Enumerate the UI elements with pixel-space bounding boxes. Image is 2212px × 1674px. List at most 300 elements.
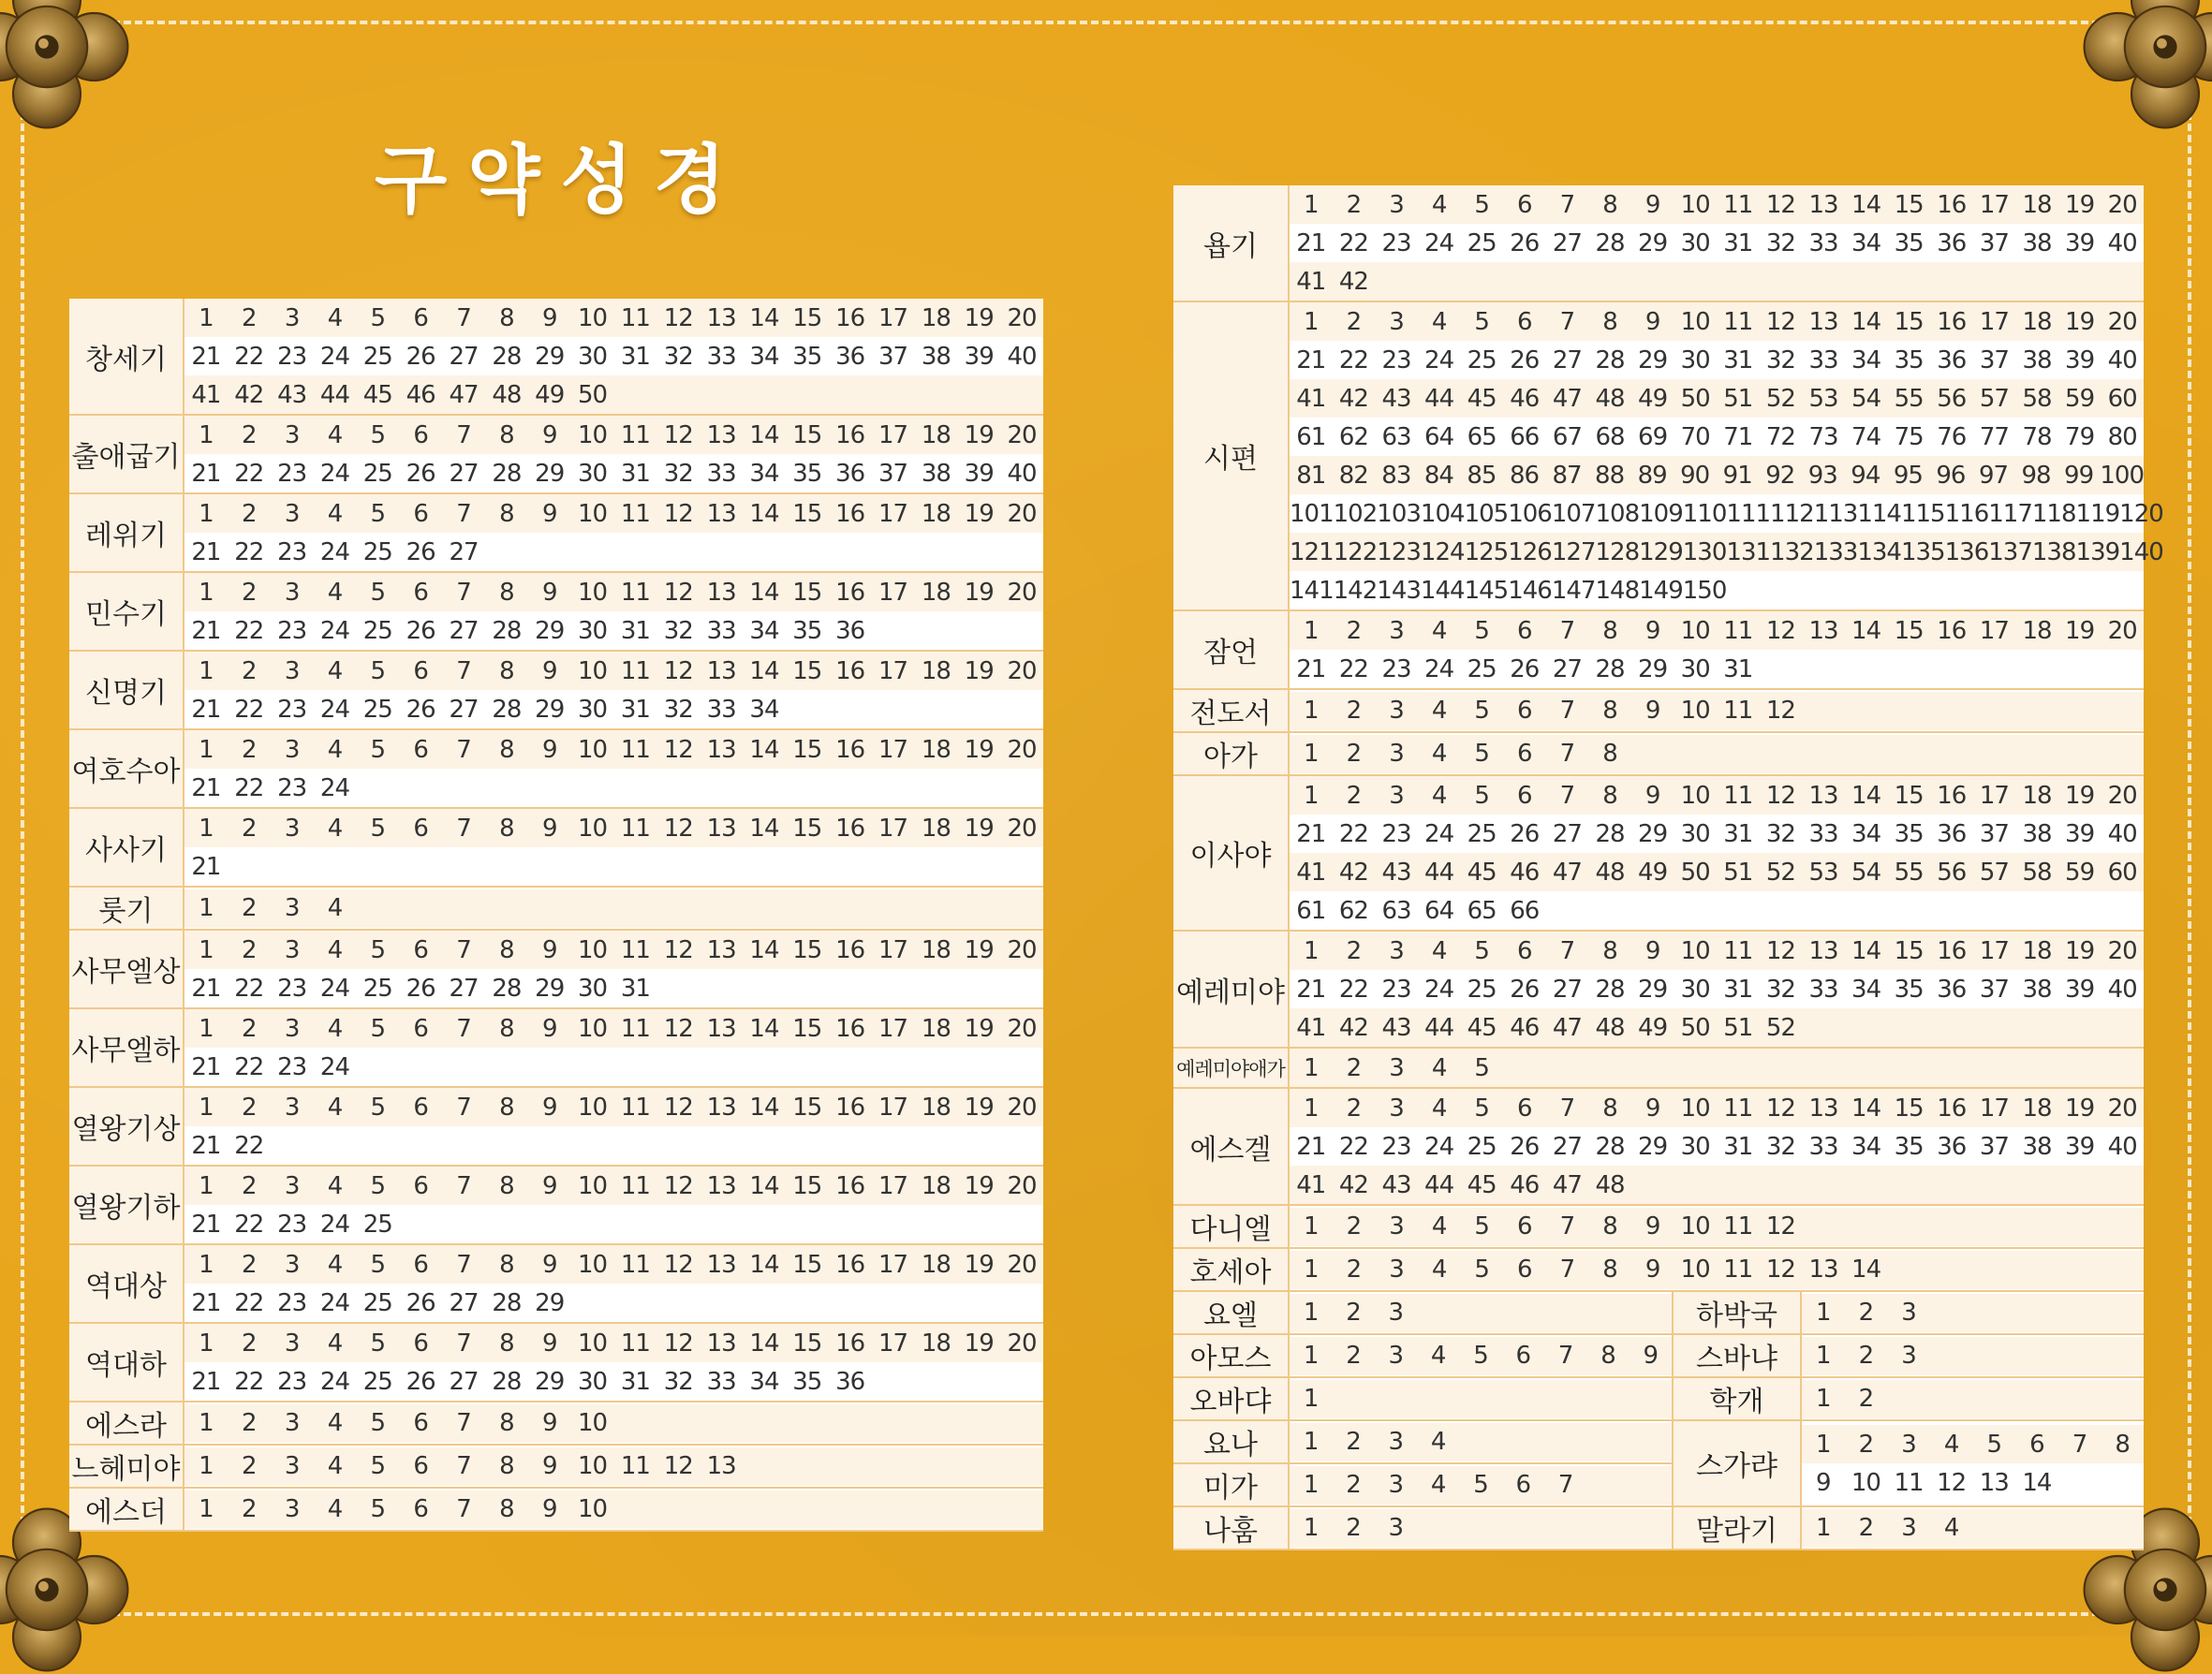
chapter-number[interactable]: 9 <box>541 656 557 685</box>
chapter-number[interactable]: 1 <box>1304 740 1319 768</box>
chapter-number[interactable]: 3 <box>1388 1514 1404 1542</box>
chapter-number[interactable]: 52 <box>1765 1013 1795 1042</box>
chapter-number[interactable]: 11 <box>620 303 650 332</box>
chapter-number[interactable]: 43 <box>1381 1013 1411 1042</box>
book-name[interactable]: 호세아 <box>1173 1248 1289 1291</box>
chapter-number[interactable]: 17 <box>877 814 908 843</box>
chapter-number[interactable]: 23 <box>277 773 307 802</box>
chapter-number[interactable]: 34 <box>1851 1132 1881 1161</box>
chapter-number[interactable]: 42 <box>1338 267 1368 296</box>
chapter-number[interactable]: 19 <box>2065 1094 2095 1123</box>
chapter-number[interactable]: 28 <box>492 459 522 488</box>
chapter-number[interactable]: 19 <box>964 814 994 843</box>
chapter-number[interactable]: 12 <box>663 656 693 685</box>
chapter-number[interactable]: 47 <box>1552 1013 1582 1042</box>
chapter-number[interactable]: 2 <box>1346 1053 1362 1082</box>
chapter-number[interactable]: 100 <box>2100 461 2144 490</box>
chapter-number[interactable]: 13 <box>706 303 736 332</box>
chapter-number[interactable]: 150 <box>1682 576 1727 605</box>
chapter-number[interactable]: 6 <box>413 1452 428 1480</box>
chapter-number[interactable]: 47 <box>1552 384 1582 413</box>
chapter-number[interactable]: 26 <box>1510 819 1540 848</box>
chapter-number[interactable]: 13 <box>706 499 736 528</box>
chapter-number[interactable]: 2 <box>1858 1342 1874 1370</box>
chapter-number[interactable]: 1 <box>199 1452 214 1480</box>
chapter-number[interactable]: 24 <box>319 459 350 488</box>
chapter-number[interactable]: 27 <box>1552 819 1582 848</box>
chapter-number[interactable]: 6 <box>413 1409 428 1437</box>
chapter-number[interactable]: 13 <box>706 420 736 449</box>
chapter-number[interactable]: 5 <box>1474 307 1489 336</box>
chapter-number[interactable]: 4 <box>1943 1430 1959 1459</box>
chapter-number[interactable]: 20 <box>2107 1094 2137 1123</box>
chapter-number[interactable]: 19 <box>964 1171 994 1200</box>
chapter-number[interactable]: 14 <box>749 420 779 449</box>
chapter-number[interactable]: 10 <box>578 1452 608 1480</box>
chapter-number[interactable]: 96 <box>1936 461 1966 490</box>
book-name[interactable]: 신명기 <box>69 651 184 729</box>
chapter-number[interactable]: 26 <box>1510 345 1540 374</box>
chapter-number[interactable]: 24 <box>1424 654 1454 683</box>
chapter-number[interactable]: 2 <box>1346 1212 1362 1241</box>
book-name[interactable]: 미가 <box>1173 1463 1289 1506</box>
chapter-number[interactable]: 34 <box>749 459 779 488</box>
chapter-number[interactable]: 8 <box>499 1014 514 1043</box>
chapter-number[interactable]: 92 <box>1765 461 1795 490</box>
chapter-number[interactable]: 22 <box>1338 654 1368 683</box>
chapter-number[interactable]: 15 <box>1894 781 1924 810</box>
chapter-number[interactable]: 16 <box>835 1329 865 1358</box>
chapter-number[interactable]: 86 <box>1509 461 1540 490</box>
chapter-number[interactable]: 26 <box>406 695 435 724</box>
chapter-number[interactable]: 32 <box>663 616 693 645</box>
chapter-number[interactable]: 18 <box>2022 616 2052 645</box>
chapter-number[interactable]: 2 <box>241 1093 257 1122</box>
chapter-number[interactable]: 7 <box>456 735 471 764</box>
book-name[interactable]: 시편 <box>1173 301 1289 610</box>
chapter-number[interactable]: 5 <box>370 735 386 764</box>
chapter-number[interactable]: 15 <box>1894 307 1924 336</box>
chapter-number[interactable]: 5 <box>1474 190 1489 219</box>
chapter-number[interactable]: 38 <box>2022 975 2052 1004</box>
chapter-number[interactable]: 1 <box>1303 1428 1319 1456</box>
chapter-number[interactable]: 12 <box>663 499 693 528</box>
chapter-number[interactable]: 1 <box>199 894 214 922</box>
chapter-number[interactable]: 8 <box>1602 616 1617 645</box>
chapter-number[interactable]: 131 <box>1726 537 1771 566</box>
chapter-number[interactable]: 30 <box>578 695 608 724</box>
chapter-number[interactable]: 8 <box>2115 1430 2130 1459</box>
chapter-number[interactable]: 22 <box>1338 345 1368 374</box>
chapter-number[interactable]: 21 <box>1296 228 1326 257</box>
chapter-number[interactable]: 6 <box>1515 1342 1531 1370</box>
book-name[interactable]: 여호수아 <box>69 729 184 808</box>
chapter-number[interactable]: 21 <box>1296 975 1326 1004</box>
chapter-number[interactable]: 21 <box>191 1052 221 1081</box>
chapter-number[interactable]: 33 <box>1808 819 1838 848</box>
chapter-number[interactable]: 7 <box>1559 1094 1575 1123</box>
chapter-number[interactable]: 29 <box>535 695 565 724</box>
chapter-number[interactable]: 15 <box>1894 1094 1924 1123</box>
chapter-number[interactable]: 11 <box>620 1093 650 1122</box>
chapter-number[interactable]: 1 <box>1304 1212 1319 1241</box>
chapter-number[interactable]: 20 <box>1007 935 1037 964</box>
chapter-number[interactable]: 16 <box>835 735 865 764</box>
chapter-number[interactable]: 51 <box>1723 858 1753 887</box>
book-name[interactable]: 전도서 <box>1173 689 1289 732</box>
chapter-number[interactable]: 6 <box>1517 616 1532 645</box>
chapter-number[interactable]: 23 <box>277 1210 307 1239</box>
chapter-number[interactable]: 44 <box>1424 1013 1454 1042</box>
chapter-number[interactable]: 1 <box>199 1014 214 1043</box>
chapter-number[interactable]: 3 <box>1389 936 1404 965</box>
chapter-number[interactable]: 2 <box>1346 740 1362 768</box>
chapter-number[interactable]: 65 <box>1467 422 1497 451</box>
chapter-number[interactable]: 16 <box>835 656 865 685</box>
chapter-number[interactable]: 12 <box>1765 781 1795 810</box>
chapter-number[interactable]: 5 <box>370 1093 386 1122</box>
chapter-number[interactable]: 25 <box>362 342 392 371</box>
chapter-number[interactable]: 9 <box>1644 1094 1660 1123</box>
chapter-number[interactable]: 3 <box>284 1495 300 1523</box>
book-name[interactable]: 사무엘하 <box>69 1008 184 1087</box>
chapter-number[interactable]: 20 <box>1007 814 1037 843</box>
chapter-number[interactable]: 49 <box>1638 1013 1668 1042</box>
chapter-number[interactable]: 5 <box>370 1409 386 1437</box>
chapter-number[interactable]: 33 <box>1808 345 1838 374</box>
chapter-number[interactable]: 4 <box>1431 616 1447 645</box>
chapter-number[interactable]: 6 <box>413 420 428 449</box>
chapter-number[interactable]: 9 <box>541 935 557 964</box>
chapter-number[interactable]: 7 <box>456 1409 471 1437</box>
chapter-number[interactable]: 95 <box>1893 461 1923 490</box>
chapter-number[interactable]: 4 <box>1431 1094 1447 1123</box>
chapter-number[interactable]: 53 <box>1808 858 1838 887</box>
chapter-number[interactable]: 7 <box>456 1171 471 1200</box>
chapter-number[interactable]: 7 <box>2072 1430 2087 1459</box>
chapter-number[interactable]: 26 <box>406 459 435 488</box>
chapter-number[interactable]: 23 <box>1381 819 1411 848</box>
chapter-number[interactable]: 14 <box>1851 936 1881 965</box>
chapter-number[interactable]: 14 <box>749 1250 779 1279</box>
chapter-number[interactable]: 26 <box>1510 654 1540 683</box>
chapter-number[interactable]: 6 <box>413 735 428 764</box>
chapter-number[interactable]: 4 <box>1431 936 1447 965</box>
chapter-number[interactable]: 46 <box>1510 858 1540 887</box>
chapter-number[interactable]: 3 <box>284 420 300 449</box>
chapter-number[interactable]: 3 <box>284 303 300 332</box>
chapter-number[interactable]: 41 <box>191 380 221 409</box>
chapter-number[interactable]: 1 <box>1304 616 1319 645</box>
chapter-number[interactable]: 10 <box>1680 697 1710 725</box>
chapter-number[interactable]: 43 <box>277 380 307 409</box>
chapter-number[interactable]: 43 <box>1381 1170 1411 1199</box>
chapter-number[interactable]: 3 <box>1901 1514 1916 1542</box>
chapter-number[interactable]: 108 <box>1595 499 1640 528</box>
chapter-number[interactable]: 5 <box>370 1329 386 1358</box>
chapter-number[interactable]: 14 <box>749 1329 779 1358</box>
chapter-number[interactable]: 7 <box>1559 781 1575 810</box>
chapter-number[interactable]: 26 <box>406 342 435 371</box>
chapter-number[interactable]: 14 <box>2022 1468 2052 1497</box>
chapter-number[interactable]: 144 <box>1420 576 1465 605</box>
chapter-number[interactable]: 18 <box>921 1093 951 1122</box>
chapter-number[interactable]: 3 <box>1901 1430 1916 1459</box>
chapter-number[interactable]: 8 <box>499 1452 514 1480</box>
chapter-number[interactable]: 8 <box>1602 697 1617 725</box>
chapter-number[interactable]: 12 <box>663 1171 693 1200</box>
chapter-number[interactable]: 21 <box>191 695 221 724</box>
chapter-number[interactable]: 13 <box>706 735 736 764</box>
chapter-number[interactable]: 32 <box>663 459 693 488</box>
chapter-number[interactable]: 62 <box>1338 422 1368 451</box>
chapter-number[interactable]: 17 <box>877 935 908 964</box>
chapter-number[interactable]: 15 <box>792 656 822 685</box>
chapter-number[interactable]: 4 <box>327 1093 343 1122</box>
chapter-number[interactable]: 20 <box>1007 1250 1037 1279</box>
chapter-number[interactable]: 11 <box>620 1250 650 1279</box>
chapter-number[interactable]: 32 <box>663 695 693 724</box>
chapter-number[interactable]: 85 <box>1467 461 1497 490</box>
chapter-number[interactable]: 81 <box>1296 461 1326 490</box>
chapter-number[interactable]: 15 <box>1894 190 1924 219</box>
chapter-number[interactable]: 29 <box>1638 228 1668 257</box>
chapter-number[interactable]: 4 <box>327 1409 343 1437</box>
chapter-number[interactable]: 17 <box>877 656 908 685</box>
chapter-number[interactable]: 38 <box>2022 228 2052 257</box>
chapter-number[interactable]: 10 <box>1680 307 1710 336</box>
chapter-number[interactable]: 2 <box>241 1171 257 1200</box>
book-name[interactable]: 역대하 <box>69 1323 184 1402</box>
chapter-number[interactable]: 19 <box>964 735 994 764</box>
chapter-number[interactable]: 31 <box>1723 819 1753 848</box>
chapter-number[interactable]: 18 <box>921 1329 951 1358</box>
chapter-number[interactable]: 9 <box>541 1495 557 1523</box>
chapter-number[interactable]: 24 <box>1424 975 1454 1004</box>
chapter-number[interactable]: 13 <box>1808 1256 1838 1284</box>
chapter-number[interactable]: 12 <box>663 578 693 607</box>
chapter-number[interactable]: 13 <box>706 1014 736 1043</box>
chapter-number[interactable]: 2 <box>1346 936 1362 965</box>
chapter-number[interactable]: 10 <box>1680 1212 1710 1241</box>
chapter-number[interactable]: 1 <box>1304 307 1319 336</box>
chapter-number[interactable]: 16 <box>835 578 865 607</box>
book-name[interactable]: 나훔 <box>1173 1506 1289 1549</box>
book-name[interactable]: 예레미야 <box>1173 931 1289 1048</box>
chapter-number[interactable]: 13 <box>706 656 736 685</box>
chapter-number[interactable]: 3 <box>1901 1342 1916 1370</box>
chapter-number[interactable]: 14 <box>749 1014 779 1043</box>
chapter-number[interactable]: 1 <box>1304 781 1319 810</box>
chapter-number[interactable]: 8 <box>1602 781 1617 810</box>
chapter-number[interactable]: 7 <box>456 1329 471 1358</box>
chapter-number[interactable]: 32 <box>1765 1132 1795 1161</box>
chapter-number[interactable]: 43 <box>1381 858 1411 887</box>
chapter-number[interactable]: 12 <box>1765 190 1795 219</box>
chapter-number[interactable]: 10 <box>578 1409 608 1437</box>
chapter-number[interactable]: 29 <box>535 342 565 371</box>
chapter-number[interactable]: 16 <box>1937 781 1967 810</box>
chapter-number[interactable]: 27 <box>449 1367 479 1396</box>
chapter-number[interactable]: 8 <box>499 499 514 528</box>
chapter-number[interactable]: 6 <box>413 814 428 843</box>
book-name[interactable]: 레위기 <box>69 493 184 572</box>
chapter-number[interactable]: 3 <box>1389 1053 1404 1082</box>
chapter-number[interactable]: 14 <box>1851 190 1881 219</box>
chapter-number[interactable]: 2 <box>1346 697 1362 725</box>
chapter-number[interactable]: 18 <box>2022 936 2052 965</box>
chapter-number[interactable]: 17 <box>877 1171 908 1200</box>
chapter-number[interactable]: 46 <box>406 380 435 409</box>
chapter-number[interactable]: 2 <box>1858 1430 1874 1459</box>
chapter-number[interactable]: 19 <box>964 499 994 528</box>
chapter-number[interactable]: 54 <box>1851 858 1881 887</box>
chapter-number[interactable]: 27 <box>449 459 479 488</box>
chapter-number[interactable]: 1 <box>199 420 214 449</box>
chapter-number[interactable]: 2 <box>1346 1428 1361 1456</box>
chapter-number[interactable]: 12 <box>1765 697 1795 725</box>
chapter-number[interactable]: 7 <box>1559 616 1575 645</box>
chapter-number[interactable]: 101 <box>1290 499 1334 528</box>
chapter-number[interactable]: 3 <box>284 1014 300 1043</box>
chapter-number[interactable]: 19 <box>964 420 994 449</box>
chapter-number[interactable]: 105 <box>1464 499 1509 528</box>
chapter-number[interactable]: 15 <box>792 420 822 449</box>
chapter-number[interactable]: 129 <box>1639 537 1683 566</box>
book-name[interactable]: 사무엘상 <box>69 930 184 1008</box>
chapter-number[interactable]: 19 <box>964 1014 994 1043</box>
chapter-number[interactable]: 5 <box>1474 616 1489 645</box>
chapter-number[interactable]: 9 <box>541 1329 557 1358</box>
chapter-number[interactable]: 21 <box>191 1288 221 1317</box>
chapter-number[interactable]: 15 <box>1894 616 1924 645</box>
chapter-number[interactable]: 22 <box>234 695 264 724</box>
chapter-number[interactable]: 49 <box>1638 858 1668 887</box>
chapter-number[interactable]: 44 <box>319 380 350 409</box>
chapter-number[interactable]: 3 <box>1389 697 1404 725</box>
chapter-number[interactable]: 10 <box>578 735 608 764</box>
chapter-number[interactable]: 14 <box>1851 616 1881 645</box>
book-name[interactable]: 이사야 <box>1173 775 1289 931</box>
chapter-number[interactable]: 39 <box>2065 1132 2095 1161</box>
chapter-number[interactable]: 58 <box>2022 384 2052 413</box>
chapter-number[interactable]: 36 <box>1937 228 1967 257</box>
book-name[interactable]: 출애굽기 <box>69 415 184 493</box>
book-name[interactable]: 스가랴 <box>1673 1420 1801 1506</box>
chapter-number[interactable]: 30 <box>578 342 608 371</box>
chapter-number[interactable]: 29 <box>1638 1132 1668 1161</box>
chapter-number[interactable]: 51 <box>1723 1013 1753 1042</box>
chapter-number[interactable]: 13 <box>1808 307 1838 336</box>
chapter-number[interactable]: 24 <box>319 616 350 645</box>
chapter-number[interactable]: 37 <box>1979 975 2009 1004</box>
chapter-number[interactable]: 17 <box>1979 616 2009 645</box>
book-name[interactable]: 사사기 <box>69 808 184 887</box>
chapter-number[interactable]: 8 <box>499 1093 514 1122</box>
chapter-number[interactable]: 9 <box>1644 781 1660 810</box>
chapter-number[interactable]: 2 <box>241 1495 257 1523</box>
chapter-number[interactable]: 24 <box>1424 228 1454 257</box>
chapter-number[interactable]: 45 <box>362 380 392 409</box>
chapter-number[interactable]: 18 <box>921 1171 951 1200</box>
book-name[interactable]: 하박국 <box>1673 1291 1801 1334</box>
chapter-number[interactable]: 3 <box>284 1171 300 1200</box>
book-name[interactable]: 요나 <box>1173 1420 1289 1463</box>
chapter-number[interactable]: 18 <box>2022 190 2052 219</box>
chapter-number[interactable]: 45 <box>1467 1170 1497 1199</box>
chapter-number[interactable]: 11 <box>620 735 650 764</box>
chapter-number[interactable]: 138 <box>2031 537 2076 566</box>
chapter-number[interactable]: 8 <box>1600 1342 1615 1370</box>
chapter-number[interactable]: 18 <box>921 735 951 764</box>
chapter-number[interactable]: 11 <box>620 1014 650 1043</box>
chapter-number[interactable]: 33 <box>1808 228 1838 257</box>
chapter-number[interactable]: 2 <box>241 420 257 449</box>
chapter-number[interactable]: 149 <box>1639 576 1683 605</box>
chapter-number[interactable]: 28 <box>492 616 522 645</box>
chapter-number[interactable]: 1 <box>1816 1299 1831 1327</box>
chapter-number[interactable]: 1 <box>199 1250 214 1279</box>
chapter-number[interactable]: 30 <box>1680 654 1710 683</box>
chapter-number[interactable]: 30 <box>1680 819 1710 848</box>
chapter-number[interactable]: 21 <box>191 1367 221 1396</box>
chapter-number[interactable]: 25 <box>362 1210 392 1239</box>
chapter-number[interactable]: 20 <box>2107 190 2137 219</box>
chapter-number[interactable]: 5 <box>370 1014 386 1043</box>
chapter-number[interactable]: 3 <box>284 735 300 764</box>
chapter-number[interactable]: 2 <box>241 578 257 607</box>
chapter-number[interactable]: 13 <box>706 935 736 964</box>
chapter-number[interactable]: 37 <box>1979 228 2009 257</box>
chapter-number[interactable]: 31 <box>1723 345 1753 374</box>
chapter-number[interactable]: 93 <box>1807 461 1837 490</box>
chapter-number[interactable]: 7 <box>1557 1342 1573 1370</box>
chapter-number[interactable]: 1 <box>199 1329 214 1358</box>
chapter-number[interactable]: 4 <box>1430 1471 1446 1499</box>
chapter-number[interactable]: 20 <box>1007 1171 1037 1200</box>
chapter-number[interactable]: 35 <box>1894 975 1924 1004</box>
chapter-number[interactable]: 1 <box>199 1409 214 1437</box>
chapter-number[interactable]: 40 <box>1007 459 1037 488</box>
chapter-number[interactable]: 28 <box>492 974 522 1003</box>
chapter-number[interactable]: 12 <box>663 1452 693 1480</box>
chapter-number[interactable]: 27 <box>449 616 479 645</box>
chapter-number[interactable]: 76 <box>1937 422 1967 451</box>
book-name[interactable]: 아가 <box>1173 732 1289 775</box>
chapter-number[interactable]: 28 <box>1595 654 1625 683</box>
chapter-number[interactable]: 12 <box>1765 1256 1795 1284</box>
chapter-number[interactable]: 16 <box>1937 307 1967 336</box>
chapter-number[interactable]: 1 <box>1303 1471 1319 1499</box>
chapter-number[interactable]: 13 <box>706 1452 736 1480</box>
chapter-number[interactable]: 17 <box>1979 936 2009 965</box>
book-name[interactable]: 에스더 <box>69 1488 184 1531</box>
chapter-number[interactable]: 4 <box>327 656 343 685</box>
chapter-number[interactable]: 20 <box>1007 1329 1037 1358</box>
chapter-number[interactable]: 21 <box>191 852 221 881</box>
chapter-number[interactable]: 18 <box>921 499 951 528</box>
chapter-number[interactable]: 24 <box>1424 819 1454 848</box>
chapter-number[interactable]: 22 <box>234 1131 264 1160</box>
chapter-number[interactable]: 2 <box>241 1409 257 1437</box>
chapter-number[interactable]: 50 <box>578 380 608 409</box>
chapter-number[interactable]: 36 <box>835 342 865 371</box>
chapter-number[interactable]: 19 <box>964 1093 994 1122</box>
chapter-number[interactable]: 8 <box>1602 1212 1617 1241</box>
chapter-number[interactable]: 4 <box>1430 1342 1446 1370</box>
chapter-number[interactable]: 17 <box>877 1250 908 1279</box>
chapter-number[interactable]: 28 <box>492 695 522 724</box>
